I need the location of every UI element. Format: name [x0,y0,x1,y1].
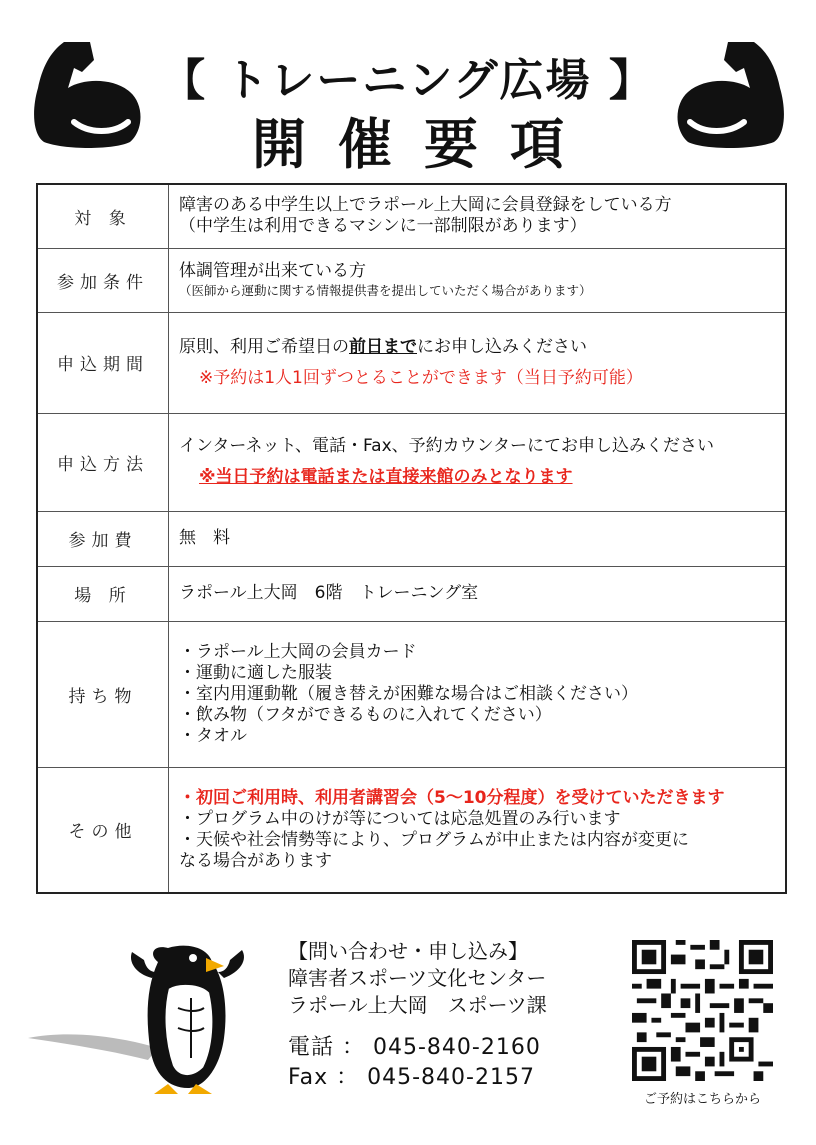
page-title: 【 トレーニング広場 】 [161,55,655,106]
target-text: 障害のある中学生以上でラポール上大岡に会員登録をしている方 [179,195,672,216]
row-content-method [169,413,787,511]
list-item: ・飲み物（フタができるものに入れてください） [179,704,552,725]
method-note: ※当日予約は電話または直接来館のみとなります [199,467,573,487]
contact-org: 障害者スポーツ文化センター [288,966,547,990]
page-subtitle: 開催要項 [252,113,596,176]
row-content-belongings [169,621,787,767]
table-row [37,184,786,248]
list-item: ・タオル [179,725,247,746]
period-text [179,337,775,358]
period-note: ※予約は1人1回ずつとることができます（当日予約可能） [199,367,643,388]
row-content-target [169,184,787,248]
period-text-pre: 原則、利用ご希望日の [179,336,349,357]
conditions-note: （医師から運動に関する情報提供書を提出していただく場合があります） [179,283,592,298]
conditions-text: 体調管理が出来ている方 [179,261,366,281]
row-label-conditions: 参加条件 [37,248,169,312]
row-content-conditions [169,248,787,312]
fax-number: Fax ： 045-840-2157 [288,1065,535,1090]
list-item: ・ラポール上大岡の会員カード [179,641,417,662]
table-row [37,312,786,413]
row-content-period [169,312,787,413]
qr-caption: ご予約はこちらから [643,1092,761,1107]
contact-department: ラポール上大岡 スポーツ課 [288,993,547,1017]
list-item: ・運動に適した服装 [179,662,332,683]
other-item-orientation: ・初回ご利用時、利用者講習会（5～10分程度）を受けていただきます [179,787,725,808]
header [0,0,816,175]
other-item-cancel: ・天候や社会情勢等により、プログラムが中止または内容が変更に [179,829,689,850]
target-note: （中学生は利用できるマシンに一部制限があります） [179,216,587,237]
row-label-other: その他 [37,767,169,893]
row-label-belongings: 持ち物 [37,621,169,767]
contact-fax [288,1063,547,1093]
qr-code-icon[interactable] [632,940,773,1081]
table-row [37,767,786,893]
method-text: インターネット、電話・Fax、予約カウンターにてお申し込みください [179,436,714,456]
row-content-other [169,767,787,893]
row-label-method: 申込方法 [37,413,169,511]
row-label-target: 対 象 [37,184,169,248]
table-row [37,511,786,566]
other-item-cancel-cont: なる場合があります [179,850,332,871]
contact-phone[interactable] [288,1033,547,1063]
table-row [37,248,786,312]
table-row [37,413,786,511]
period-text-post: にお申し込みください [417,336,587,357]
table-row [37,566,786,621]
event-details-table [36,183,787,894]
fee-value: 無 料 [169,511,787,566]
contact-block [288,938,547,1093]
row-label-period: 申込期間 [37,312,169,413]
row-label-fee: 参加費 [37,511,169,566]
period-deadline: 前日まで [349,336,417,357]
row-label-place: 場 所 [37,566,169,621]
contact-heading: 【問い合わせ・申し込み】 [288,939,528,963]
other-item-injury: ・プログラム中のけが等については応急処置のみ行います [179,808,621,829]
penguin-mascot-icon [28,938,268,1098]
list-item: ・室内用運動靴（履き替えが困難な場合はご相談ください） [179,683,638,704]
table-row [37,621,786,767]
place-value: ラポール上大岡 6階 トレーニング室 [169,566,787,621]
phone-number[interactable]: 電話 ： 045-840-2160 [288,1035,541,1060]
